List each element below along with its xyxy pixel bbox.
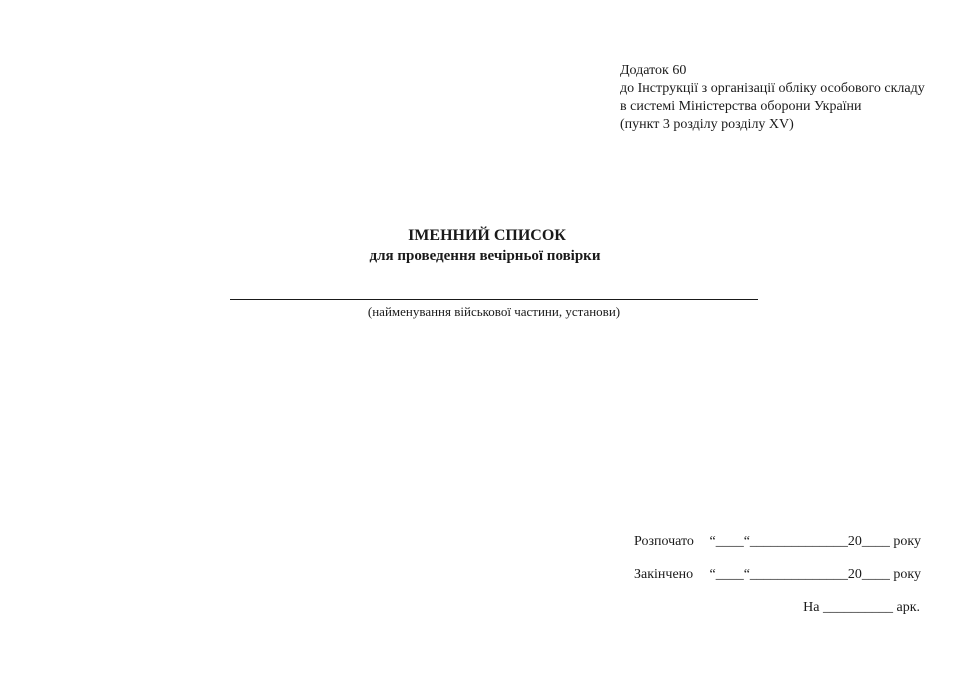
finished-date-row [634,566,921,584]
finished-date-blank: “____“______________20____ року [709,567,922,582]
document-title: ІМЕННИЙ СПИСОК [408,227,566,244]
appendix-reference: до Інструкції з організації обліку особового складу [620,81,925,96]
document-heading [0,226,970,266]
started-date-blank: “____“______________20____ року [709,534,922,549]
unit-name-fill-line [230,299,758,300]
finished-label: Закінчено [634,567,694,582]
appendix-section: (пункт 3 розділу розділу XV) [620,117,794,132]
started-date-row [634,533,921,551]
sheet-count: На __________ арк. [803,600,920,615]
appendix-number: Додаток 60 [620,63,687,78]
unit-name-caption: (найменування військової частини, установи) [367,304,621,319]
appendix-ministry: в системі Міністерства оборони України [620,99,862,114]
appendix-note [620,62,925,134]
document-subtitle: для проведення вечірньої повірки [369,248,601,264]
started-label: Розпочато [634,534,694,549]
